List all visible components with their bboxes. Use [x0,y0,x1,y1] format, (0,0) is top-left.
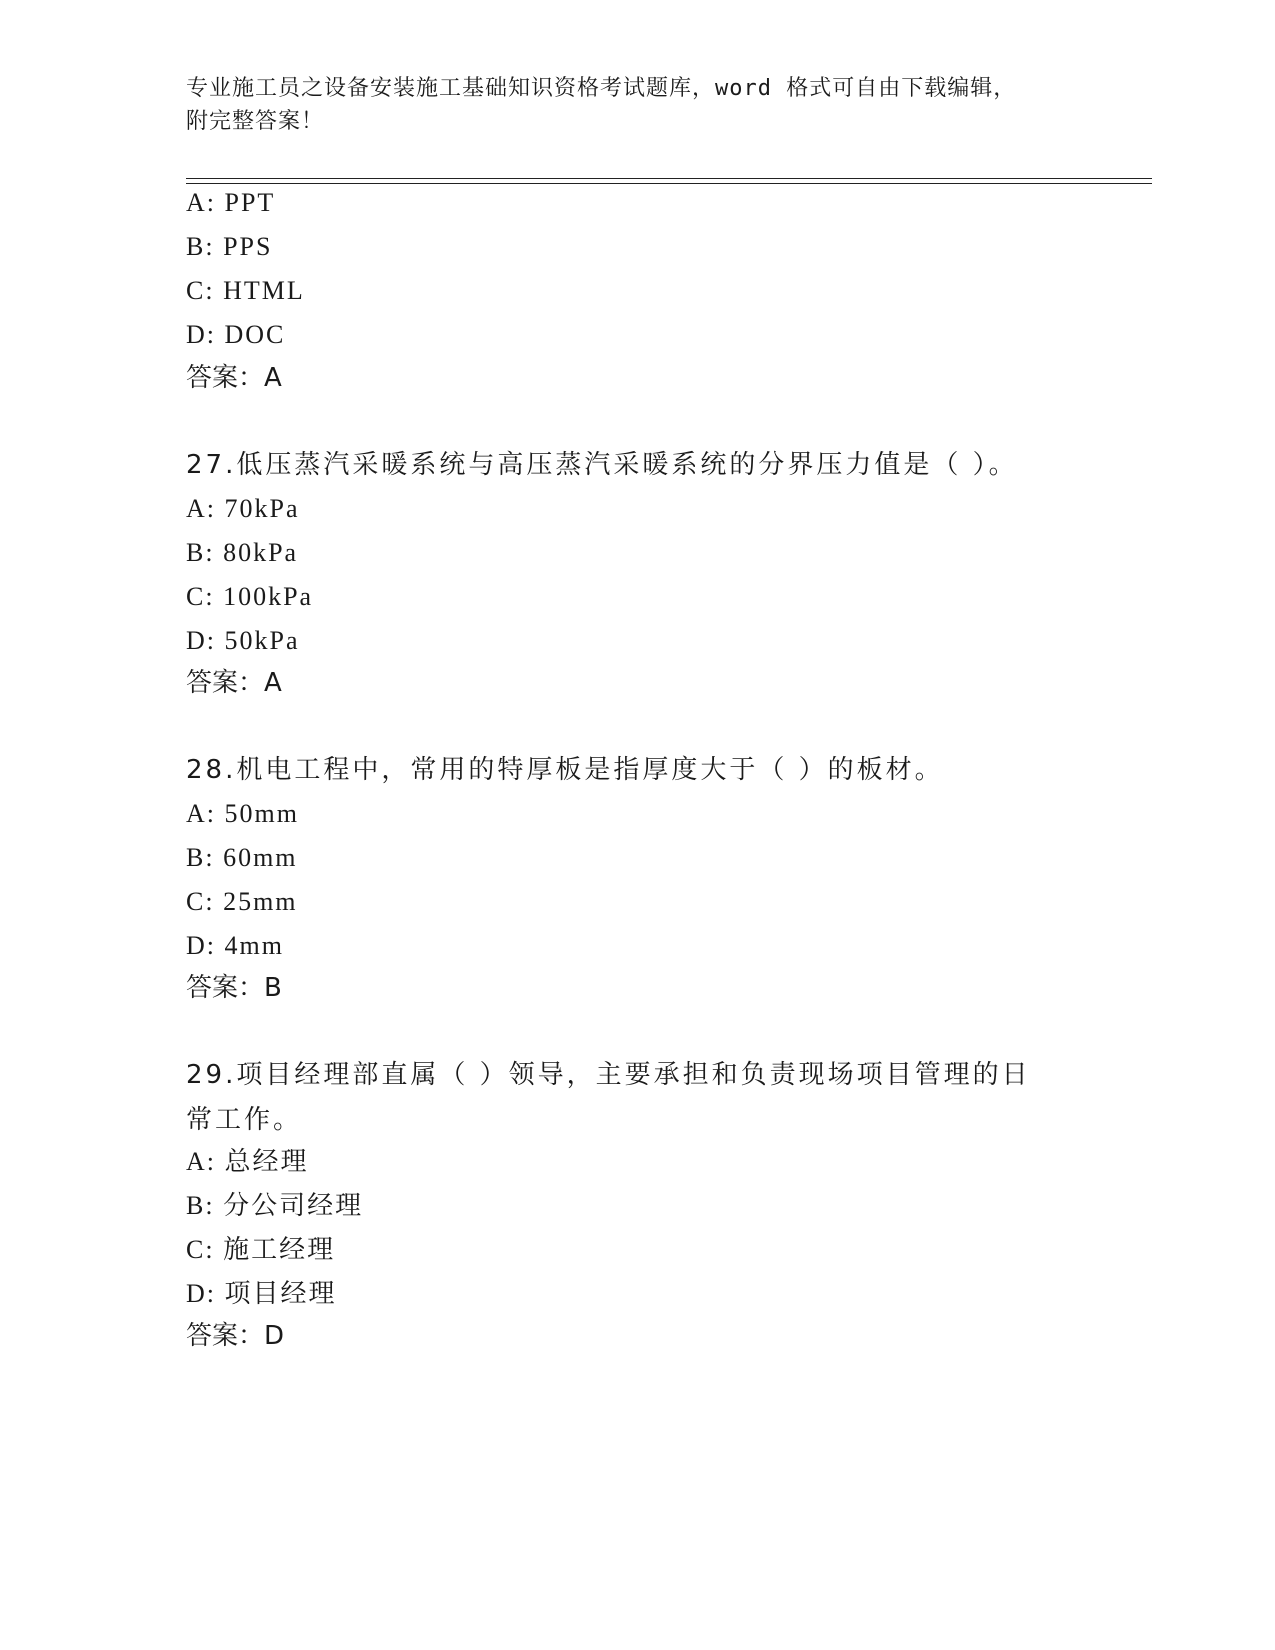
q28-answer: 答案：B [186,973,282,1003]
q27-option-d: D: 50kPa [186,626,300,655]
q29-answer: 答案：D [186,1321,285,1351]
q27-option-c: C: 100kPa [186,582,314,611]
header-line-1: 专业施工员之设备安装施工基础知识资格考试题库，word 格式可自由下载编辑， [186,76,1017,101]
q26-option-c: C: HTML [186,276,305,305]
q29-question: 29.项目经理部直属（ ）领导，主要承担和负责现场项目管理的日常工作。 [186,1060,1031,1135]
document-header [186,72,1086,138]
q28-option-d: D: 4mm [186,931,284,960]
q28-option-a: A: 50mm [186,799,299,828]
q29-option-c: C: 施工经理 [186,1235,336,1264]
q28-option-c: C: 25mm [186,887,298,916]
header-divider-bottom [186,183,1152,184]
q27-option-a: A: 70kPa [186,494,300,523]
q29-option-a: A: 总经理 [186,1147,309,1176]
q26-option-a: A: PPT [186,188,276,217]
q26-answer: 答案：A [186,363,282,393]
header-line-2: 附完整答案！ [186,109,325,134]
q29-option-d: D: 项目经理 [186,1279,337,1308]
header-divider-top [186,178,1152,179]
q26-option-d: D: DOC [186,320,286,349]
q27-answer: 答案：A [186,668,282,698]
q29-option-b: B: 分公司经理 [186,1191,364,1220]
q28-question: 28.机电工程中，常用的特厚板是指厚度大于（ ）的板材。 [186,755,944,785]
q26-option-b: B: PPS [186,232,273,261]
q28-option-b: B: 60mm [186,843,298,872]
q27-question: 27.低压蒸汽采暖系统与高压蒸汽采暖系统的分界压力值是（ ）。 [186,450,1018,480]
q27-option-b: B: 80kPa [186,538,299,567]
